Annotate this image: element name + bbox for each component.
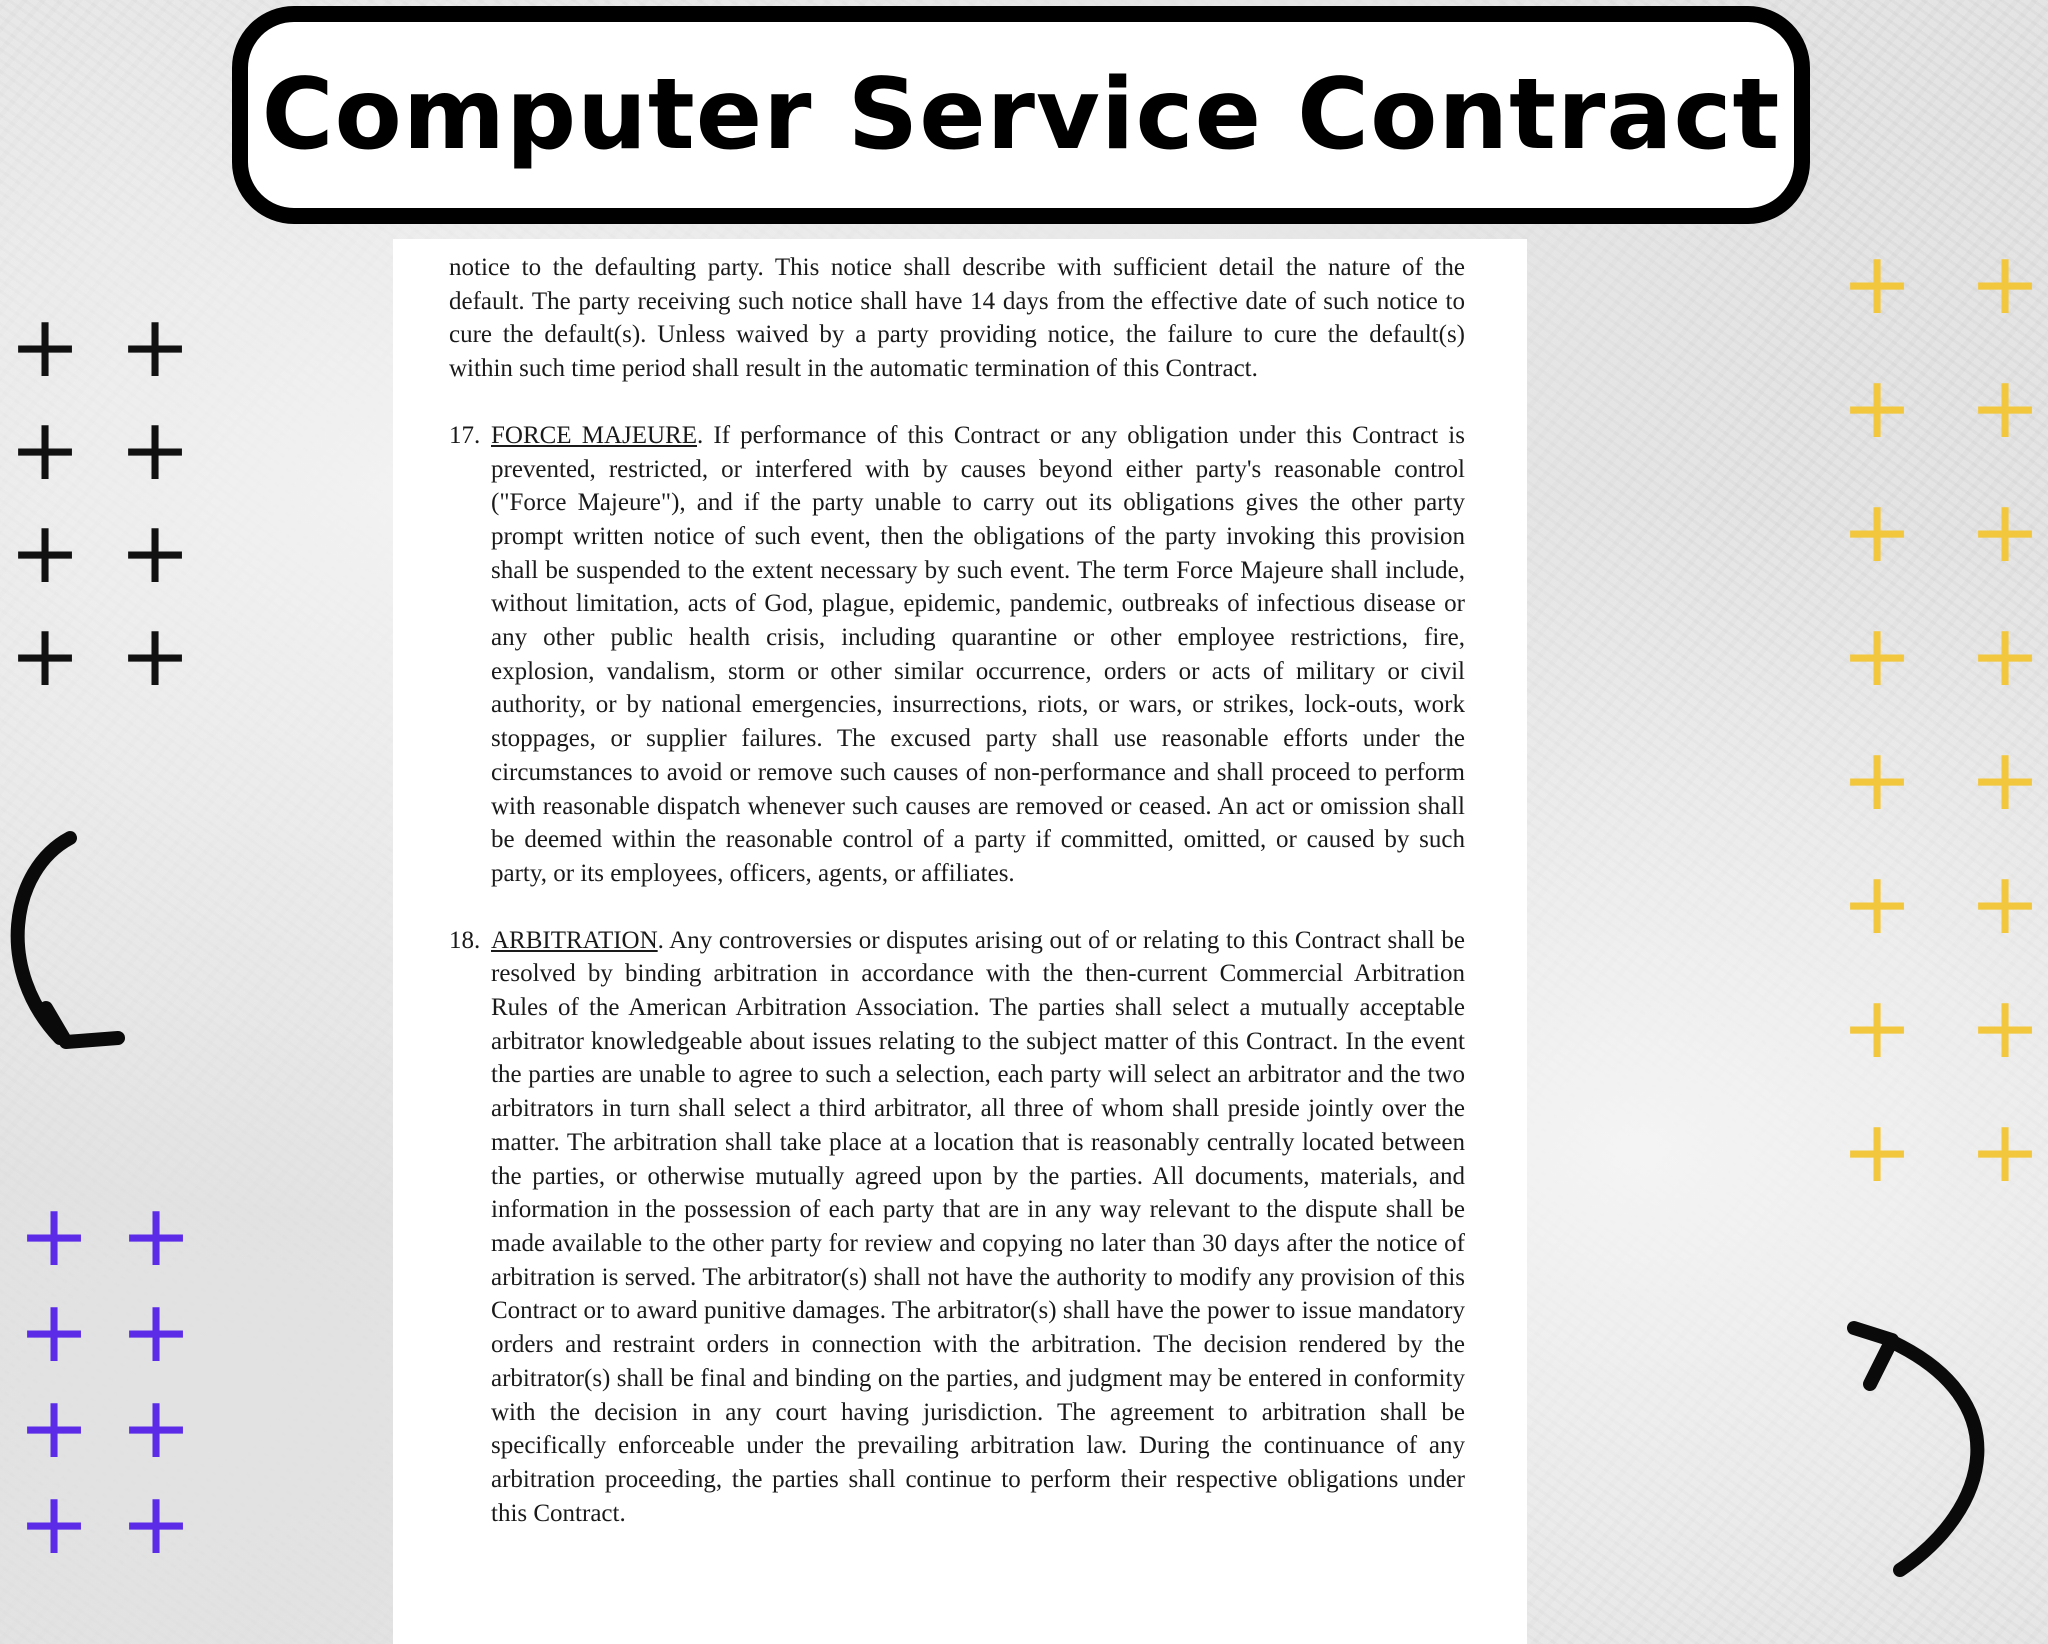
plus-icon: + [1840,358,1914,458]
plus-icon: + [1840,606,1914,706]
clause-heading: ARBITRATION [491,926,658,954]
plus-icon: + [1968,606,2042,706]
plus-icon: + [119,1378,193,1478]
plus-icon: + [1840,1102,1914,1202]
plus-icon: + [118,503,192,603]
plus-icon: + [8,503,82,603]
plus-icon: + [1840,234,1914,334]
clause-text: . If performance of this Contract or any obligation under this Contract is prevented, restricted, or interfered with by causes beyond either party's reasonable control ("Force Majeure"), and if the party unable to carry out its obligations gives the other party prompt written notice of such event, then the obligations of the party invoking this provision shall be suspended to the extent necessary by such event. The term Force Majeure shall include, without limitation, acts of God, plague, epidemic, pandemic, outbreaks of infectious disease or any other public health crisis, including quarantine or other employee restrictions, fire, explosion, vandalism, storm or other similar occurrence, orders or acts of military or civil authority, or by national emergencies, insurrections, riots, or wars, or strikes, lock-outs, work stoppages, or supplier failures. The excused party shall use reasonable efforts under the circumstances to avoid or remove such causes of non-performance and shall proceed to perform with reasonable dispatch whenever such causes are removed or ceased. An act or omission shall be deemed within the reasonable control of a party if committed, omitted, or caused by such party, or its employees, officers, agents, or affiliates. [491,421,1465,887]
plus-icon: + [8,606,82,706]
clause-body [491,924,1465,1531]
plus-icon: + [118,297,192,397]
plus-icon: + [1840,978,1914,1078]
plus-icon: + [17,1378,91,1478]
plus-icon: + [1968,358,2042,458]
plus-icon: + [1840,482,1914,582]
plus-icon: + [8,297,82,397]
contract-page [393,239,1527,1644]
intro-paragraph: notice to the defaulting party. This notice shall describe with sufficient detail the nature of the default. The party receiving such notice shall have 14 days from the effective date of such notice to cure the default(s). Unless waived by a party providing notice, the failure to cure the default(s) within such time period shall result in the automatic termination of this Contract. [449,254,1465,383]
plus-icon: + [1968,854,2042,954]
plus-icon: + [1840,730,1914,830]
page-title: Computer Service Contract [261,58,1781,172]
title-banner [232,6,1810,224]
plus-icon: + [1840,854,1914,954]
plus-icon: + [1968,234,2042,334]
clause-number: 18. [449,926,481,954]
plus-icon: + [1968,482,2042,582]
plus-icon: + [8,400,82,500]
clause-18 [449,924,1465,1531]
plus-icon: + [119,1474,193,1574]
plus-icon: + [17,1186,91,1286]
plus-icon: + [118,400,192,500]
clause-text: . Any controversies or disputes arising out of or relating to this Contract shall be resolved by binding arbitration in accordance with the then-current Commercial Arbitration Rules of the American Arbitration Association. The parties shall select a mutually acceptable arbitrator knowledgeable about issues relating to the subject matter of this Contract. In the event the parties are unable to agree to such a selection, each party will select an arbitrator and the two arbitrators in turn shall select a third arbitrator, all three of whom shall preside jointly over the matter. The arbitration shall take place at a location that is reasonably centrally located between the parties, or otherwise mutually agreed upon by the parties. All documents, materials, and information in the possession of each party that are in any way relevant to the dispute shall be made available to the other party for review and copying no later than 30 days after the notice of arbitration is served. The arbitrator(s) shall not have the authority to modify any provision of this Contract or to award punitive damages. The arbitrator(s) shall have the power to issue mandatory orders and restraint orders in connection with the arbitration. The decision rendered by the arbitrator(s) shall be final and binding on the parties, and judgment may be entered in conformity with the decision in any court having jurisdiction. The agreement to arbitration shall be specifically enforceable under the prevailing arbitration law. During the continuance of any arbitration proceeding, the parties shall continue to perform their respective obligations under this Contract. [491,926,1465,1527]
clause-number: 17. [449,421,481,449]
curved-arrow-down-icon [0,830,140,1060]
plus-icon: + [119,1282,193,1382]
plus-icon: + [118,606,192,706]
clause-heading: FORCE MAJEURE [491,421,697,449]
plus-icon: + [1968,1102,2042,1202]
clause-17 [449,419,1465,891]
plus-icon: + [17,1282,91,1382]
plus-icon: + [17,1474,91,1574]
plus-icon: + [119,1186,193,1286]
clause-body [491,419,1465,891]
plus-icon: + [1968,730,2042,830]
plus-icon: + [1968,978,2042,1078]
curved-arrow-up-icon [1840,1320,2010,1580]
